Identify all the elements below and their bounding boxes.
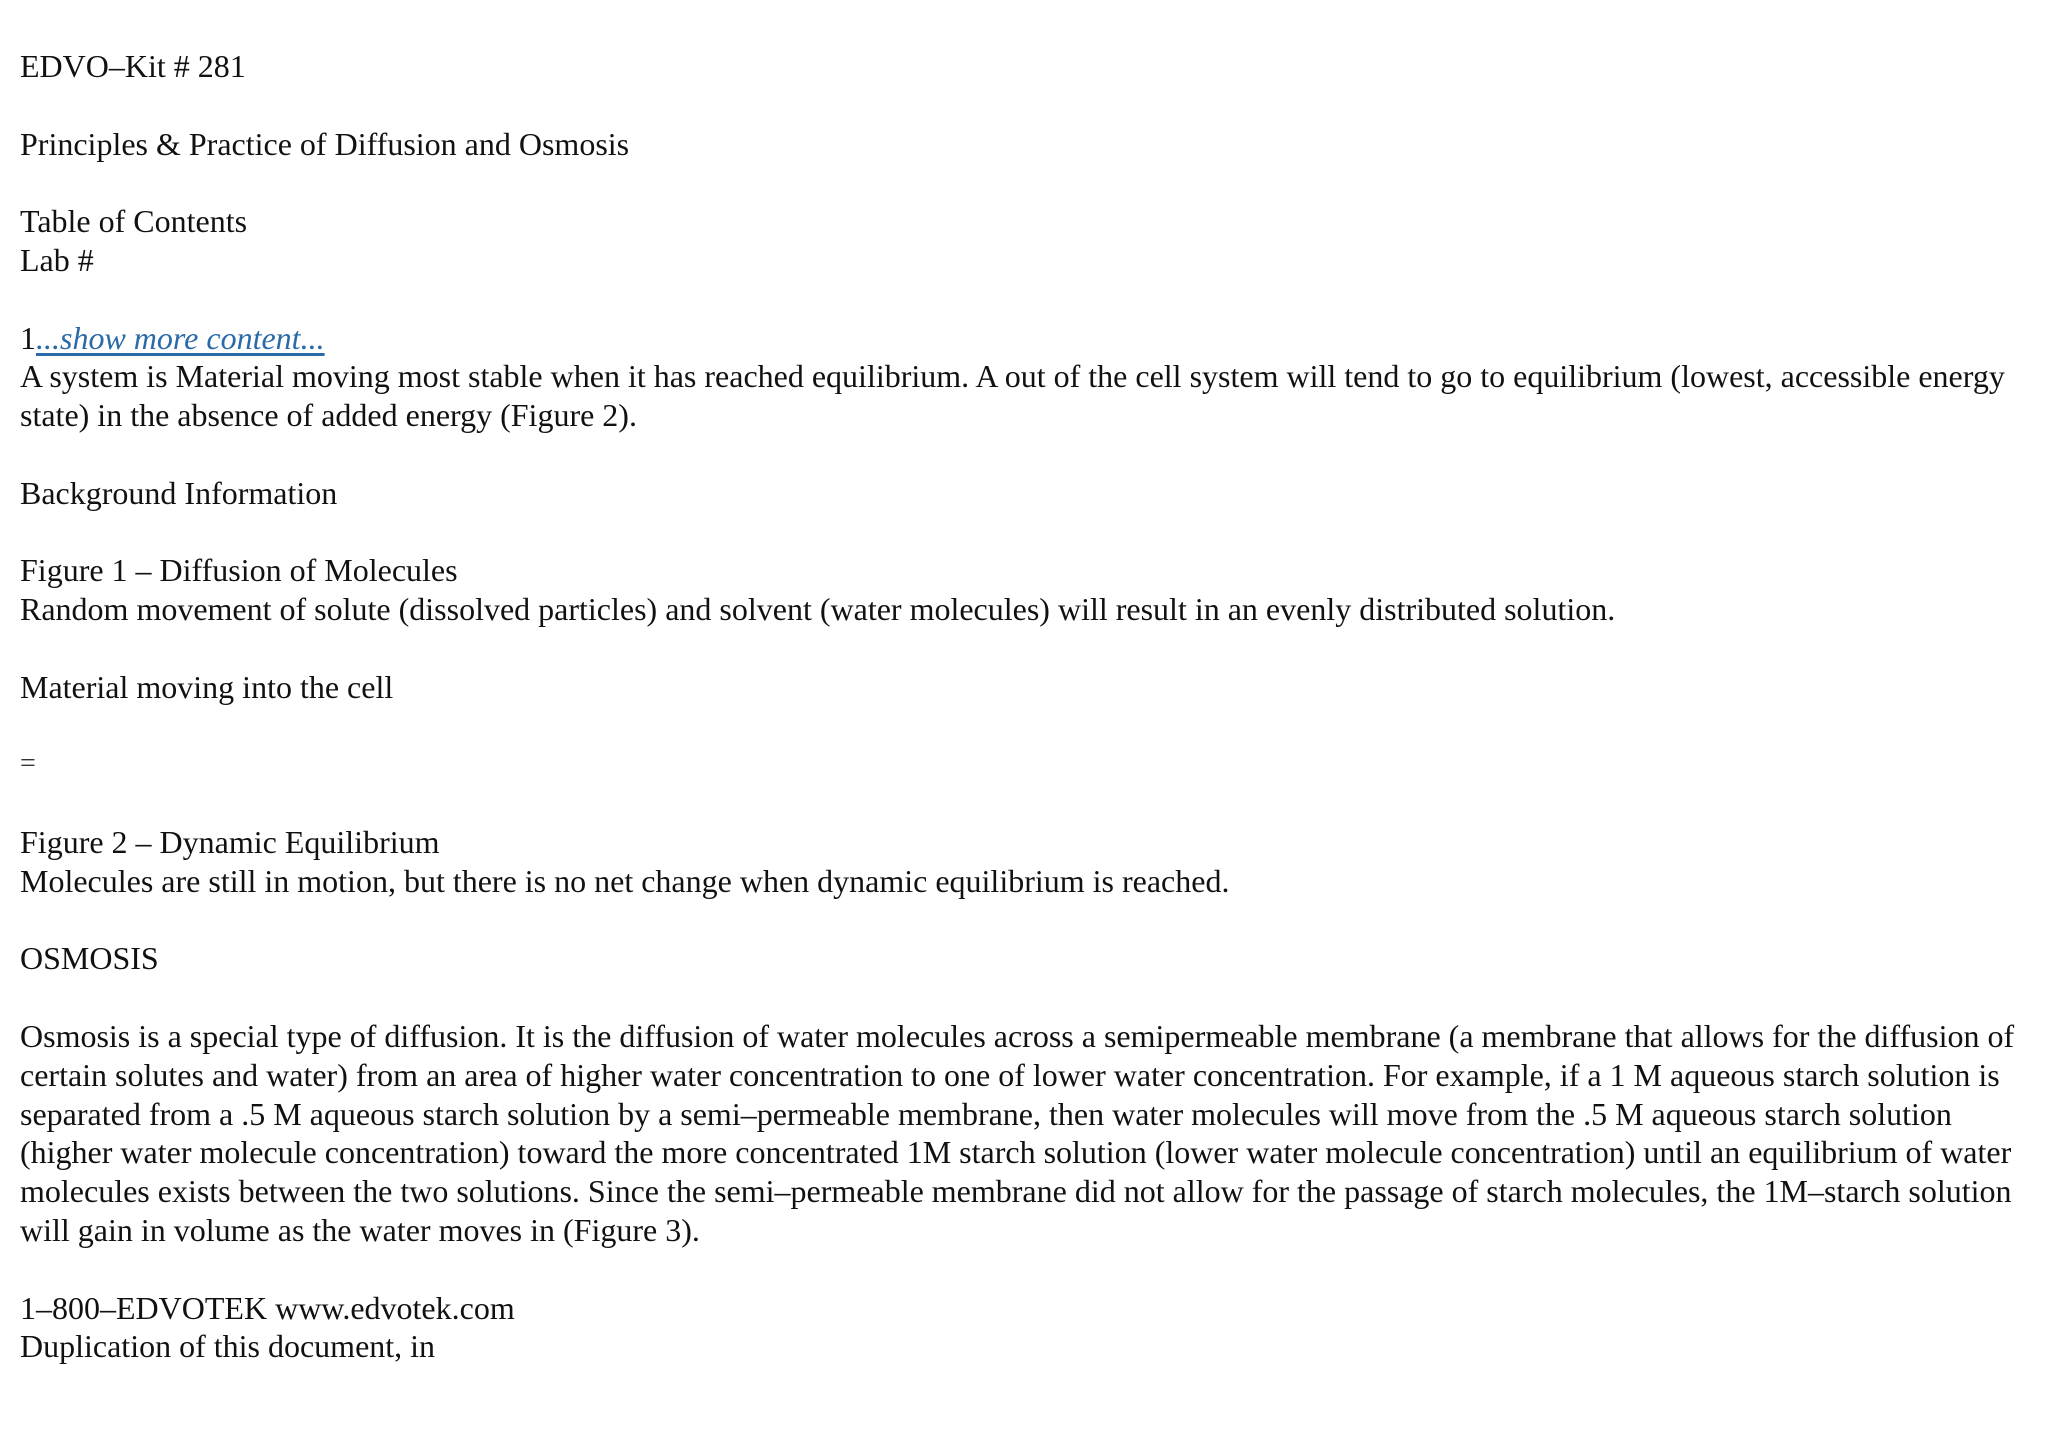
footer-contact: 1–800–EDVOTEK www.edvotek.com [20,1289,515,1326]
equals-sign: = [20,748,36,780]
spacer [20,901,2030,940]
lab-index: 1 [20,319,36,356]
spacer [20,707,2030,746]
document-body [20,47,2030,1366]
equilibrium-paragraph: A system is Material moving most stable when it has reached equilibrium. A out of the cell system will tend to go to equilibrium (lowest, accessible energy state) in the absence of added energy (Figure 2). [20,358,2005,434]
kit-number: EDVO–Kit # 281 [20,48,246,84]
footer-duplication: Duplication of this document, in [20,1328,436,1365]
spacer [20,978,2030,1017]
lab-index-row [20,319,2030,358]
osmosis-heading: OSMOSIS [20,940,159,977]
toc-heading: Table of Contents [20,203,248,240]
document-title: Principles & Practice of Diffusion and Osmosis [20,125,630,162]
spacer [20,163,2030,202]
show-more-link[interactable]: ...show more content... [36,319,325,356]
material-moving-label: Material moving into the cell [20,668,394,705]
figure2-text: Molecules are still in motion, but there is no net change when dynamic equilibrium is reached. [20,862,1230,899]
spacer [20,1250,2030,1289]
spacer [20,629,2030,668]
spacer [20,513,2030,552]
figure1-caption: Figure 1 – Diffusion of Molecules [20,552,458,589]
spacer [20,280,2030,319]
osmosis-paragraph: Osmosis is a special type of diffusion. It is the diffusion of water molecules across a semipermeable membrane (a membrane that allows for the diffusion of certain solutes and water) from an area of higher water concentration to one of lower water concentration. For example, if a 1 M aqueous starch solution is separated from a .5 M aqueous starch solution by a semi–permeable membrane, then water molecules will move from the .5 M aqueous starch solution (higher water molecule concentration) toward the more concentrated 1M starch solution (lower water molecule concentration) until an equilibrium of water molecules exists between the two solutions. Since the semi–permeable membrane did not allow for the passage of starch molecules, the 1M–starch solution will gain in volume as the water moves in (Figure 3). [20,1017,2015,1248]
figure2-caption: Figure 2 – Dynamic Equilibrium [20,823,440,860]
figure1-text: Random movement of solute (dissolved particles) and solvent (water molecules) will result in an evenly distributed solution. [20,591,1616,628]
spacer [20,435,2030,474]
spacer [20,86,2030,125]
spacer [20,784,2030,823]
lab-label: Lab # [20,241,94,278]
background-heading: Background Information [20,474,338,511]
